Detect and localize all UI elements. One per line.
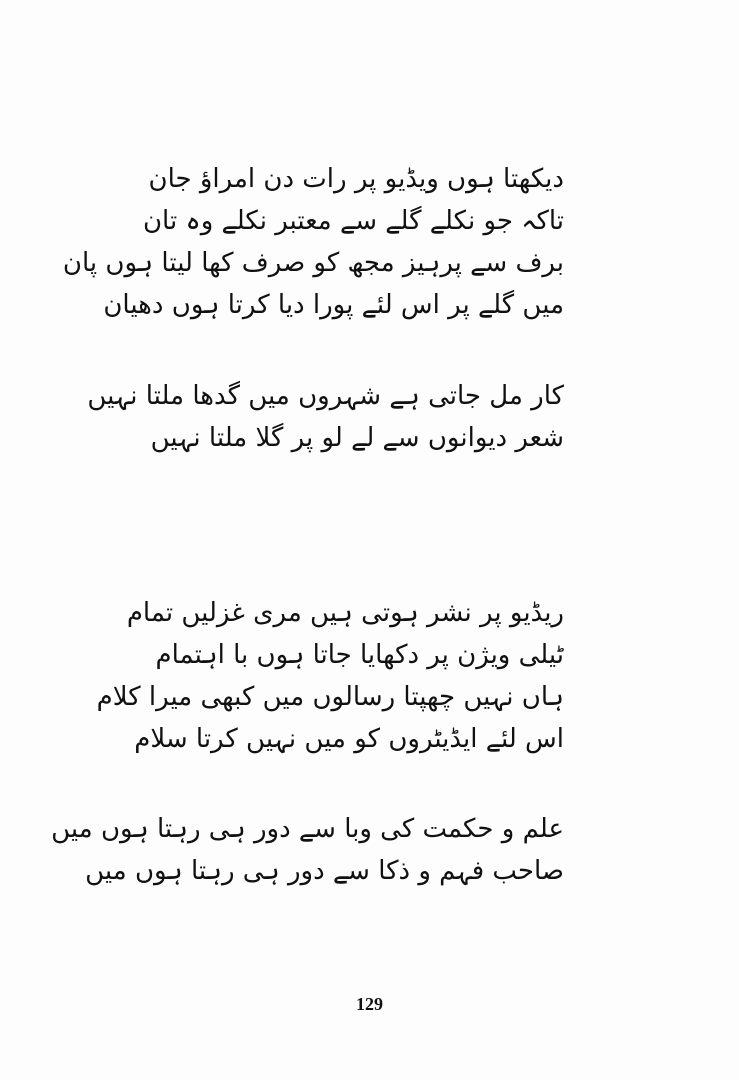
verse-line: علم و حکمت کی وبا سے دور ہی رہتا ہوں میں — [51, 814, 564, 844]
verse-line: کار مل جاتی ہے شہروں میں گدھا ملتا نہیں — [87, 381, 564, 411]
verse-line: ٹیلی ویژن پر دکھایا جاتا ہوں با اہتمام — [155, 640, 564, 670]
verse-line: اس لئے ایڈیٹروں کو میں نہیں کرتا سلام — [134, 724, 564, 754]
verse-line: ریڈیو پر نشر ہوتی ہیں مری غزلیں تمام — [126, 598, 564, 628]
stanza-3 — [96, 592, 564, 760]
page-number: 129 — [356, 994, 383, 1014]
stanza-1 — [62, 158, 564, 326]
verse-line: برف سے پرہیز مجھ کو صرف کھا لیتا ہوں پان — [62, 248, 564, 278]
verse-line: میں گلے پر اس لئے پورا دیا کرتا ہوں دھیان — [103, 290, 564, 320]
verse-line: تاکہ جو نکلے گلے سے معتبر نکلے وہ تان — [142, 206, 564, 236]
verse-line: شعر دیوانوں سے لے لو پر گلا ملتا نہیں — [150, 423, 564, 453]
verse-line: ہاں نہیں چھپتا رسالوں میں کبھی میرا کلام — [96, 682, 564, 712]
stanza-2 — [87, 375, 564, 459]
verse-line: صاحب فہم و ذکا سے دور ہی رہتا ہوں میں — [85, 856, 564, 886]
verse-line: دیکھتا ہوں ویڈیو پر رات دن امراؤ جان — [148, 164, 564, 194]
stanza-4 — [51, 808, 564, 892]
